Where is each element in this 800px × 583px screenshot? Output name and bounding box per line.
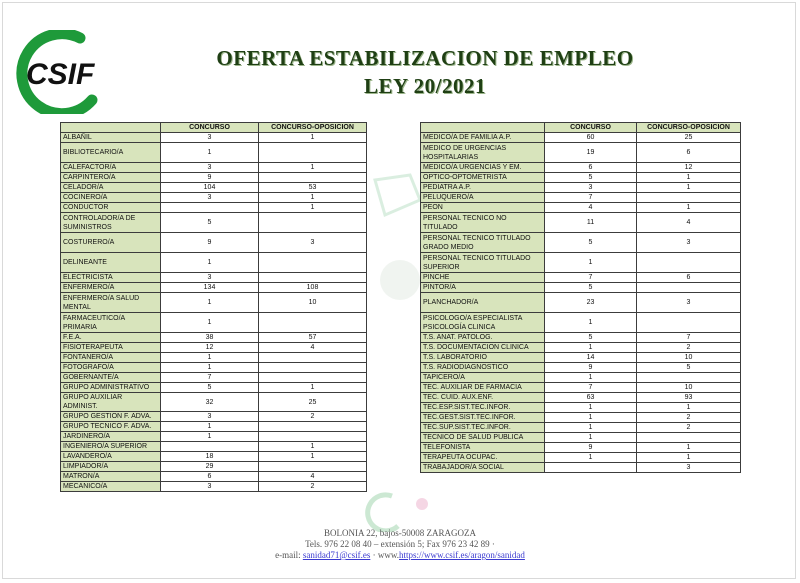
table-row: [421, 313, 741, 333]
table-row: [421, 433, 741, 443]
concurso-cell: 1: [161, 422, 259, 432]
position-name-cell: MEDICO DE URGENCIAS HOSPITALARIAS: [421, 143, 545, 163]
concurso-cell: 9: [161, 173, 259, 183]
position-name-cell: CONTROLADOR/A DE SUMINISTROS: [61, 213, 161, 233]
concurso-oposicion-cell: 10: [637, 353, 741, 363]
position-name-cell: PSICOLOGO/A ESPECIALISTA PSICOLOGÍA CLINICA: [421, 313, 545, 333]
position-name-cell: FISIOTERAPEUTA: [61, 343, 161, 353]
concurso-oposicion-cell: [259, 143, 367, 163]
concurso-oposicion-cell: 1: [259, 163, 367, 173]
concurso-oposicion-cell: [259, 373, 367, 383]
concurso-oposicion-cell: 3: [637, 233, 741, 253]
position-name-cell: CONDUCTOR: [61, 203, 161, 213]
concurso-oposicion-cell: [637, 373, 741, 383]
table-row: [61, 363, 367, 373]
concurso-cell: 38: [161, 333, 259, 343]
concurso-oposicion-cell: 25: [637, 133, 741, 143]
table-row: [421, 193, 741, 203]
concurso-oposicion-cell: 2: [259, 412, 367, 422]
header-concurso-oposicion: CONCURSO-OPOSICION: [259, 123, 367, 133]
concurso-oposicion-cell: [259, 432, 367, 442]
table-row: [421, 173, 741, 183]
table-row: [61, 203, 367, 213]
concurso-cell: 29: [161, 462, 259, 472]
concurso-cell: 4: [545, 203, 637, 213]
position-name-cell: PERSONAL TECNICO TITULADO GRADO MEDIO: [421, 233, 545, 253]
table-row: [421, 283, 741, 293]
table-row: [61, 183, 367, 193]
table-row: [61, 422, 367, 432]
concurso-oposicion-cell: 1: [637, 403, 741, 413]
table-row: [421, 213, 741, 233]
position-name-cell: ALBAÑIL: [61, 133, 161, 143]
position-name-cell: PEDIATRA A.P.: [421, 183, 545, 193]
position-name-cell: MEDICO/A DE FAMILIA A.P.: [421, 133, 545, 143]
position-name-cell: LIMPIADOR/A: [61, 462, 161, 472]
position-name-cell: PERSONAL TECNICO NO TITULADO: [421, 213, 545, 233]
table-row: [61, 383, 367, 393]
position-name-cell: COCINERO/A: [61, 193, 161, 203]
position-name-cell: GRUPO GESTION F. ADVA.: [61, 412, 161, 422]
csif-logo: [10, 30, 110, 114]
table-row: [61, 412, 367, 422]
table-row: [61, 452, 367, 462]
header-blank: [421, 123, 545, 133]
concurso-oposicion-cell: 1: [637, 173, 741, 183]
concurso-oposicion-cell: [637, 283, 741, 293]
concurso-cell: 5: [161, 383, 259, 393]
concurso-cell: 134: [161, 283, 259, 293]
position-name-cell: CARPINTERO/A: [61, 173, 161, 183]
table-row: [421, 403, 741, 413]
footer-phones: Tels. 976 22 08 40 – extensión 5; Fax 976 23 42 89 ·: [305, 539, 495, 549]
concurso-oposicion-cell: 1: [259, 133, 367, 143]
concurso-cell: 5: [545, 283, 637, 293]
concurso-cell: 9: [545, 443, 637, 453]
position-name-cell: TEC. CUID. AUX.ENF.: [421, 393, 545, 403]
concurso-cell: 1: [545, 413, 637, 423]
position-name-cell: CALEFACTOR/A: [61, 163, 161, 173]
concurso-cell: 104: [161, 183, 259, 193]
concurso-cell: 19: [545, 143, 637, 163]
table-row: [61, 353, 367, 363]
table-row: [421, 163, 741, 173]
table-row: [421, 413, 741, 423]
concurso-oposicion-cell: 3: [259, 233, 367, 253]
concurso-cell: 1: [545, 343, 637, 353]
table-row: [421, 363, 741, 373]
position-name-cell: TELEFONISTA: [421, 443, 545, 453]
position-name-cell: BIBLIOTECARIO/A: [61, 143, 161, 163]
concurso-oposicion-cell: 3: [637, 463, 741, 473]
concurso-cell: 1: [161, 143, 259, 163]
position-name-cell: GRUPO ADMINISTRATIVO: [61, 383, 161, 393]
table-row: [421, 353, 741, 363]
concurso-cell: 63: [545, 393, 637, 403]
page-title: OFERTA ESTABILIZACION DE EMPLEO: [216, 46, 634, 70]
concurso-oposicion-cell: 1: [637, 183, 741, 193]
position-name-cell: T.S. LABORATORIO: [421, 353, 545, 363]
concurso-cell: 14: [545, 353, 637, 363]
concurso-cell: 6: [545, 163, 637, 173]
concurso-oposicion-cell: 1: [259, 193, 367, 203]
table-row: [421, 423, 741, 433]
position-name-cell: CELADOR/A: [61, 183, 161, 193]
concurso-oposicion-cell: 1: [637, 203, 741, 213]
concurso-oposicion-cell: [259, 313, 367, 333]
position-name-cell: TERAPEUTA OCUPAC.: [421, 453, 545, 463]
table-row: [61, 333, 367, 343]
concurso-oposicion-cell: [637, 193, 741, 203]
table-row: [61, 273, 367, 283]
position-name-cell: PLANCHADOR/A: [421, 293, 545, 313]
concurso-cell: 5: [545, 233, 637, 253]
concurso-cell: 7: [545, 193, 637, 203]
position-name-cell: T.S. ANAT. PATOLOG.: [421, 333, 545, 343]
position-name-cell: MATRON/A: [61, 472, 161, 482]
position-name-cell: TEC.ESP.SIST.TEC.INFOR.: [421, 403, 545, 413]
table-row: [61, 253, 367, 273]
concurso-cell: [545, 463, 637, 473]
concurso-oposicion-cell: 5: [637, 363, 741, 373]
concurso-cell: 3: [161, 133, 259, 143]
concurso-oposicion-cell: 1: [259, 442, 367, 452]
table-row: [61, 293, 367, 313]
table-row: [61, 462, 367, 472]
concurso-oposicion-cell: 1: [637, 453, 741, 463]
table-row: [421, 453, 741, 463]
concurso-oposicion-cell: 7: [637, 333, 741, 343]
concurso-cell: 1: [161, 432, 259, 442]
position-name-cell: LAVANDERO/A: [61, 452, 161, 462]
concurso-cell: 7: [545, 273, 637, 283]
concurso-cell: 6: [161, 472, 259, 482]
concurso-oposicion-cell: 2: [637, 343, 741, 353]
table-row: [421, 183, 741, 193]
concurso-oposicion-cell: 6: [637, 273, 741, 283]
position-name-cell: FONTANERO/A: [61, 353, 161, 363]
footer-csif-logo: [352, 492, 448, 532]
header-concurso: CONCURSO: [545, 123, 637, 133]
concurso-cell: 5: [545, 333, 637, 343]
concurso-oposicion-cell: 12: [637, 163, 741, 173]
concurso-oposicion-cell: 53: [259, 183, 367, 193]
concurso-cell: 1: [161, 313, 259, 333]
concurso-oposicion-cell: [259, 363, 367, 373]
table-row: [61, 233, 367, 253]
position-name-cell: PELUQUERO/A: [421, 193, 545, 203]
table-row: [61, 163, 367, 173]
table-row: [421, 293, 741, 313]
concurso-cell: 3: [161, 273, 259, 283]
position-name-cell: TEC.GEST.SIST.TEC.INFOR.: [421, 413, 545, 423]
right-positions-table: [420, 122, 741, 473]
position-name-cell: TAPICERO/A: [421, 373, 545, 383]
position-name-cell: FARMACEUTICO/A PRIMARIA: [61, 313, 161, 333]
concurso-cell: 1: [545, 313, 637, 333]
position-name-cell: INGENIERO/A SUPERIOR: [61, 442, 161, 452]
email-link[interactable]: sanidad71@csif.es: [302, 550, 371, 560]
table-row: [421, 143, 741, 163]
position-name-cell: F.E.A.: [61, 333, 161, 343]
concurso-oposicion-cell: 4: [259, 472, 367, 482]
concurso-cell: 5: [161, 213, 259, 233]
concurso-oposicion-cell: [259, 422, 367, 432]
table-row: [421, 273, 741, 283]
position-name-cell: TECNICO DE SALUD PUBLICA: [421, 433, 545, 443]
concurso-cell: 1: [161, 353, 259, 363]
concurso-oposicion-cell: [637, 313, 741, 333]
header-blank: [61, 123, 161, 133]
concurso-oposicion-cell: 1: [259, 383, 367, 393]
position-name-cell: COSTURERO/A: [61, 233, 161, 253]
concurso-oposicion-cell: 1: [259, 452, 367, 462]
concurso-cell: 18: [161, 452, 259, 462]
concurso-cell: 3: [161, 163, 259, 173]
concurso-oposicion-cell: 57: [259, 333, 367, 343]
concurso-oposicion-cell: 93: [637, 393, 741, 403]
concurso-oposicion-cell: 10: [637, 383, 741, 393]
position-name-cell: TEC.SUP.SIST.TEC.INFOR.: [421, 423, 545, 433]
concurso-oposicion-cell: [259, 353, 367, 363]
table-row: [61, 472, 367, 482]
concurso-cell: [161, 203, 259, 213]
table-row: [61, 283, 367, 293]
concurso-cell: 7: [161, 373, 259, 383]
concurso-cell: 3: [161, 482, 259, 492]
concurso-cell: 1: [545, 433, 637, 443]
table-row: [61, 133, 367, 143]
position-name-cell: T.S. RADIODIAGNOSTICO: [421, 363, 545, 373]
header-concurso: CONCURSO: [161, 123, 259, 133]
position-name-cell: GRUPO TECNICO F. ADVA.: [61, 422, 161, 432]
concurso-oposicion-cell: [259, 273, 367, 283]
position-name-cell: JARDINERO/A: [61, 432, 161, 442]
position-name-cell: T.S. DOCUMENTACION CLINICA: [421, 343, 545, 353]
concurso-oposicion-cell: 4: [259, 343, 367, 353]
table-row: [61, 173, 367, 183]
logo-text: CSIF: [26, 58, 95, 91]
table-row: [421, 253, 741, 273]
table-row: [421, 133, 741, 143]
position-name-cell: OPTICO-OPTOMETRISTA: [421, 173, 545, 183]
table-row: [421, 393, 741, 403]
table-row: [61, 143, 367, 163]
table-row: [421, 203, 741, 213]
table-row: [421, 383, 741, 393]
concurso-cell: 1: [545, 423, 637, 433]
position-name-cell: MEDICO/A URGENCIAS Y EM.: [421, 163, 545, 173]
position-name-cell: TRABAJADOR/A SOCIAL: [421, 463, 545, 473]
web-prefix: · www.: [370, 550, 400, 560]
concurso-oposicion-cell: [637, 253, 741, 273]
concurso-cell: 60: [545, 133, 637, 143]
table-row: [61, 343, 367, 353]
concurso-cell: 9: [545, 363, 637, 373]
concurso-cell: 1: [545, 373, 637, 383]
table-row: [61, 313, 367, 333]
footer-contact: [200, 550, 600, 560]
table-row: [61, 442, 367, 452]
position-name-cell: DELINEANTE: [61, 253, 161, 273]
concurso-oposicion-cell: 4: [637, 213, 741, 233]
concurso-oposicion-cell: 2: [259, 482, 367, 492]
concurso-oposicion-cell: [259, 253, 367, 273]
position-name-cell: MECANICO/A: [61, 482, 161, 492]
concurso-oposicion-cell: 1: [259, 203, 367, 213]
website-link[interactable]: https://www.csif.es/aragon/sanidad: [399, 550, 525, 560]
concurso-cell: 1: [545, 403, 637, 413]
concurso-cell: 9: [161, 233, 259, 253]
email-prefix: e-mail:: [275, 550, 303, 560]
position-name-cell: FOTOGRAFO/A: [61, 363, 161, 373]
header-concurso-oposicion: CONCURSO-OPOSICION: [637, 123, 741, 133]
table-row: [61, 393, 367, 412]
concurso-cell: 1: [545, 253, 637, 273]
concurso-oposicion-cell: [259, 213, 367, 233]
concurso-cell: 23: [545, 293, 637, 313]
concurso-oposicion-cell: 10: [259, 293, 367, 313]
table-row: [61, 213, 367, 233]
position-name-cell: PERSONAL TECNICO TITULADO SUPERIOR: [421, 253, 545, 273]
concurso-cell: 1: [161, 363, 259, 373]
left-positions-table: [60, 122, 367, 492]
concurso-cell: 32: [161, 393, 259, 412]
concurso-cell: 1: [545, 453, 637, 463]
concurso-cell: 7: [545, 383, 637, 393]
concurso-cell: 3: [545, 183, 637, 193]
concurso-cell: 3: [161, 193, 259, 203]
table-row: [421, 333, 741, 343]
page-subtitle: LEY 20/2021: [364, 74, 486, 98]
position-name-cell: PEON: [421, 203, 545, 213]
table-row: [421, 373, 741, 383]
position-name-cell: GOBERNANTE/A: [61, 373, 161, 383]
concurso-cell: 5: [545, 173, 637, 183]
table-row: [421, 443, 741, 453]
concurso-cell: 3: [161, 412, 259, 422]
table-row: [421, 343, 741, 353]
concurso-oposicion-cell: 2: [637, 423, 741, 433]
concurso-oposicion-cell: 108: [259, 283, 367, 293]
table-row: [421, 463, 741, 473]
concurso-oposicion-cell: 6: [637, 143, 741, 163]
concurso-oposicion-cell: 1: [637, 443, 741, 453]
table-row: [61, 482, 367, 492]
concurso-oposicion-cell: [637, 433, 741, 443]
table-row: [421, 233, 741, 253]
position-name-cell: GRUPO AUXILIAR ADMINIST.: [61, 393, 161, 412]
concurso-oposicion-cell: 25: [259, 393, 367, 412]
table-row: [61, 193, 367, 203]
position-name-cell: PINCHE: [421, 273, 545, 283]
table-row: [61, 432, 367, 442]
concurso-cell: 1: [161, 293, 259, 313]
concurso-oposicion-cell: 2: [637, 413, 741, 423]
concurso-cell: 11: [545, 213, 637, 233]
footer-address: BOLONIA 22, bajos-50008 ZARAGOZA: [324, 528, 476, 538]
concurso-oposicion-cell: [259, 462, 367, 472]
concurso-cell: 12: [161, 343, 259, 353]
position-name-cell: ELECTRICISTA: [61, 273, 161, 283]
position-name-cell: TEC. AUXILIAR DE FARMACIA: [421, 383, 545, 393]
position-name-cell: PINTOR/A: [421, 283, 545, 293]
position-name-cell: ENFERMERO/A: [61, 283, 161, 293]
concurso-cell: 1: [161, 253, 259, 273]
position-name-cell: ENFERMERO/A SALUD MENTAL: [61, 293, 161, 313]
table-row: [61, 373, 367, 383]
concurso-oposicion-cell: 3: [637, 293, 741, 313]
concurso-oposicion-cell: [259, 173, 367, 183]
concurso-cell: [161, 442, 259, 452]
